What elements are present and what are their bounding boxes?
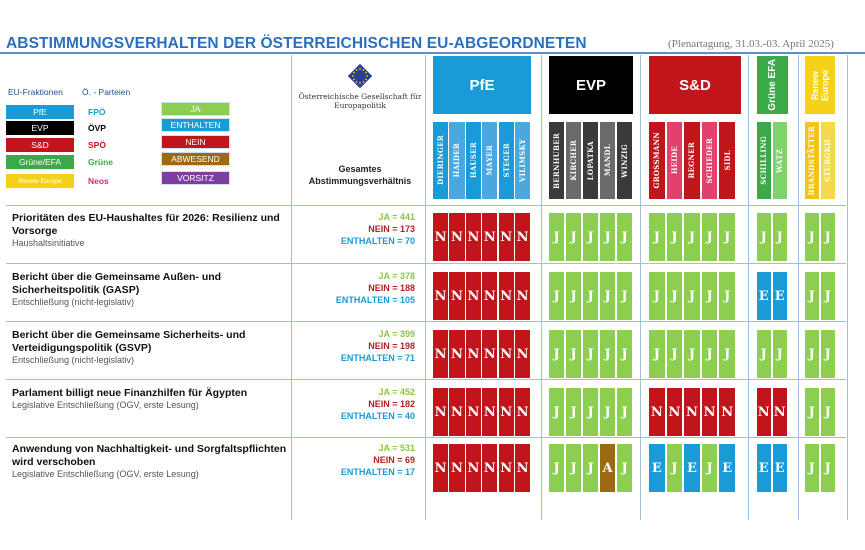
vote-cell: N xyxy=(466,213,481,261)
vote-cell: N xyxy=(466,388,481,436)
column-divider xyxy=(640,55,641,520)
vote-cell: N xyxy=(499,388,514,436)
vote-cell: N xyxy=(684,388,700,436)
group-header-label: Renew Europe xyxy=(810,69,830,101)
vote-cell: J xyxy=(667,330,683,378)
mep-name xyxy=(821,122,835,199)
vote-cell: J xyxy=(583,330,598,378)
legend-vote-1: JA xyxy=(161,102,230,116)
mep-name xyxy=(549,122,564,199)
vote-cell: N xyxy=(515,444,530,492)
vote-cell: J xyxy=(549,388,564,436)
legend-vote-2: ENTHALTEN xyxy=(161,118,230,132)
vote-cell: N xyxy=(433,388,448,436)
vote-cell: J xyxy=(583,272,598,320)
mep-name xyxy=(466,122,481,199)
group-header-4 xyxy=(757,56,788,114)
vote-cell: J xyxy=(549,444,564,492)
vote-title: Bericht über die Gemeinsame Außen- und Sicherheitspolitik (GASP) xyxy=(12,271,222,296)
organisation xyxy=(296,64,424,110)
vote-cell: J xyxy=(684,213,700,261)
vote-cell: J xyxy=(566,444,581,492)
vote-type: Entschließung (nicht-legislativ) xyxy=(12,355,135,365)
group-header-label: PfE xyxy=(469,76,495,94)
vote-type: Legislative Entschließung (OGV, erste Lesung) xyxy=(12,400,199,410)
vote-cell: J xyxy=(600,213,615,261)
vote-type: Entschließung (nicht-legislativ) xyxy=(12,297,135,307)
column-divider xyxy=(541,55,542,520)
vote-cell: N xyxy=(449,213,464,261)
group-header-2 xyxy=(549,56,633,114)
vote-cell: J xyxy=(719,213,735,261)
vote-cell: N xyxy=(482,330,497,378)
total-nein: NEIN = 188 xyxy=(368,283,415,293)
page-title: ABSTIMMUNGSVERHALTEN DER ÖSTERREICHISCHEN EU-ABGEORDNETEN xyxy=(6,35,587,52)
legend-vote-5: VORSITZ xyxy=(161,171,230,185)
vote-cell: N xyxy=(499,213,514,261)
total-nein: NEIN = 198 xyxy=(368,341,415,351)
mep-name-label: MANDL xyxy=(603,144,613,177)
vote-cell: E xyxy=(773,444,787,492)
vote-cell: J xyxy=(583,444,598,492)
vote-cell: J xyxy=(702,444,718,492)
vote-title: Anwendung von Nachhaltigkeit- und Sorgfaltspflichten wird verschoben xyxy=(12,443,287,468)
vote-cell: N xyxy=(773,388,787,436)
total-enthalten: ENTHALTEN = 70 xyxy=(340,236,415,246)
row-divider xyxy=(6,437,846,438)
vote-cell: J xyxy=(649,330,665,378)
vote-cell: J xyxy=(649,272,665,320)
total-ja: JA = 399 xyxy=(378,329,415,339)
vote-cell: N xyxy=(482,272,497,320)
total-enthalten: ENTHALTEN = 17 xyxy=(340,467,415,477)
mep-name-label: WINZIG xyxy=(620,143,630,178)
vote-cell: A xyxy=(600,444,615,492)
column-divider xyxy=(847,55,848,520)
total-nein: NEIN = 173 xyxy=(368,224,415,234)
vote-cell: J xyxy=(600,272,615,320)
mep-name-label: SCHIEDER xyxy=(705,137,715,184)
vote-cell: N xyxy=(482,213,497,261)
vote-cell: J xyxy=(702,272,718,320)
total-ja: JA = 378 xyxy=(378,271,415,281)
total-enthalten: ENTHALTEN = 71 xyxy=(340,353,415,363)
mep-name xyxy=(449,122,464,199)
vote-cell: N xyxy=(466,272,481,320)
mep-name-label: DIERINGER xyxy=(436,135,446,186)
vote-cell: J xyxy=(821,272,835,320)
vote-cell: N xyxy=(449,388,464,436)
vote-cell: J xyxy=(549,330,564,378)
vote-cell: J xyxy=(566,330,581,378)
session-date: (Plenartagung, 31.03.-03. April 2025) xyxy=(668,38,834,50)
mep-name xyxy=(433,122,448,199)
total-ja: JA = 452 xyxy=(378,387,415,397)
vote-cell: J xyxy=(600,388,615,436)
vote-cell: N xyxy=(702,388,718,436)
mep-name-label: HAUSER xyxy=(468,142,478,179)
mep-name xyxy=(499,122,514,199)
total-ja: JA = 441 xyxy=(378,212,415,222)
row-divider xyxy=(6,263,846,264)
mep-name-label: MAYER xyxy=(485,145,495,176)
mep-name-label: VILIMSKY xyxy=(518,139,528,182)
vote-cell: J xyxy=(773,213,787,261)
vote-cell: N xyxy=(719,388,735,436)
vote-cell: J xyxy=(617,272,632,320)
vote-cell: N xyxy=(433,213,448,261)
total-nein: NEIN = 182 xyxy=(368,399,415,409)
vote-cell: J xyxy=(805,388,819,436)
legend-vote-4: ABWESEND xyxy=(161,152,230,166)
mep-name-label: HAIDER xyxy=(452,143,462,178)
mep-name xyxy=(667,122,683,199)
mep-name xyxy=(773,122,787,199)
vote-cell: J xyxy=(617,444,632,492)
mep-name xyxy=(583,122,598,199)
vote-cell: J xyxy=(821,444,835,492)
mep-name-label: SCHILLING xyxy=(759,136,769,185)
row-divider xyxy=(6,321,846,322)
vote-cell: J xyxy=(617,330,632,378)
vote-type: Haushaltsinitiative xyxy=(12,238,85,248)
vote-cell: N xyxy=(667,388,683,436)
vote-cell: J xyxy=(667,213,683,261)
vote-cell: N xyxy=(499,330,514,378)
vote-cell: J xyxy=(821,388,835,436)
vote-cell: J xyxy=(667,444,683,492)
vote-cell: N xyxy=(466,330,481,378)
vote-cell: J xyxy=(821,213,835,261)
vote-cell: N xyxy=(449,444,464,492)
mep-name-label: SIDL xyxy=(722,150,732,171)
column-divider xyxy=(425,55,426,520)
vote-cell: J xyxy=(549,213,564,261)
organisation-name: Österreichische Gesellschaft für Europapolitik xyxy=(298,92,422,110)
vote-cell: J xyxy=(719,330,735,378)
legend-partei-1: FPÖ xyxy=(88,107,106,117)
legend-fraktion-4: Grüne/EFA xyxy=(6,155,74,169)
vote-cell: J xyxy=(702,330,718,378)
vote-cell: N xyxy=(449,272,464,320)
legend-fraktion-1: PfE xyxy=(6,105,74,119)
mep-name xyxy=(617,122,632,199)
vote-cell: N xyxy=(499,272,514,320)
legend-fraktion-3: S&D xyxy=(6,138,74,152)
row-divider xyxy=(6,205,846,206)
vote-cell: E xyxy=(719,444,735,492)
mep-name xyxy=(805,122,819,199)
vote-cell: N xyxy=(466,444,481,492)
vote-cell: E xyxy=(649,444,665,492)
vote-cell: E xyxy=(773,272,787,320)
group-header-label: S&D xyxy=(679,76,711,94)
group-header-5 xyxy=(805,56,835,114)
vote-cell: N xyxy=(499,444,514,492)
vote-cell: J xyxy=(566,213,581,261)
vote-title: Bericht über die Gemeinsame Sicherheits- und Verteidigungspolitik (GSVP) xyxy=(12,329,246,354)
vote-cell: J xyxy=(583,213,598,261)
legend-parteien-heading: Ö. - Parteien xyxy=(82,87,131,97)
vote-title: Parlament billigt neue Finanzhilfen für Ägypten xyxy=(12,387,248,399)
vote-cell: J xyxy=(821,330,835,378)
legend-fraktion-5: Renew Europe xyxy=(6,174,74,188)
legend-fraktionen-heading: EU-Fraktionen xyxy=(8,87,63,97)
mep-name xyxy=(684,122,700,199)
vote-cell: E xyxy=(684,444,700,492)
legend-vote-3: NEIN xyxy=(161,135,230,149)
total-enthalten: ENTHALTEN = 105 xyxy=(335,295,415,305)
group-header-1 xyxy=(433,56,531,114)
mep-name-label: KIRCHER xyxy=(569,140,579,181)
title-rule xyxy=(0,52,865,54)
eu-stars-icon xyxy=(348,64,372,88)
mep-name xyxy=(649,122,665,199)
legend-fraktion-2: EVP xyxy=(6,121,74,135)
vote-cell: J xyxy=(649,213,665,261)
vote-cell: J xyxy=(805,330,819,378)
mep-name-label: STEGER xyxy=(501,143,511,178)
legend-partei-4: Grüne xyxy=(88,157,114,167)
vote-cell: N xyxy=(433,330,448,378)
vote-cell: J xyxy=(757,213,771,261)
vote-cell: J xyxy=(583,388,598,436)
group-header-label: EVP xyxy=(575,76,606,94)
legend-partei-3: SPÖ xyxy=(88,140,106,150)
mep-name-label: HEIDE xyxy=(669,146,679,175)
mep-name-label: STÜRGKH xyxy=(823,139,833,182)
group-header-3 xyxy=(649,56,741,114)
vote-cell: J xyxy=(773,330,787,378)
legend-partei-2: ÖVP xyxy=(88,123,106,133)
vote-cell: N xyxy=(757,388,771,436)
vote-cell: N xyxy=(433,444,448,492)
total-enthalten: ENTHALTEN = 40 xyxy=(340,411,415,421)
total-heading: Gesamtes Abstimmungsverhältnis xyxy=(308,164,412,186)
vote-cell: N xyxy=(482,388,497,436)
mep-name-label: GROSSMANN xyxy=(652,132,662,189)
mep-name xyxy=(600,122,615,199)
vote-cell: N xyxy=(515,213,530,261)
column-divider xyxy=(748,55,749,520)
vote-cell: N xyxy=(649,388,665,436)
row-divider xyxy=(6,379,846,380)
vote-cell: E xyxy=(757,444,771,492)
vote-cell: J xyxy=(757,330,771,378)
mep-name-label: REGNER xyxy=(687,142,697,179)
mep-name-label: WATZ xyxy=(775,148,785,173)
mep-name xyxy=(515,122,530,199)
vote-cell: J xyxy=(566,272,581,320)
mep-name xyxy=(482,122,497,199)
vote-cell: J xyxy=(549,272,564,320)
vote-cell: J xyxy=(702,213,718,261)
vote-cell: N xyxy=(433,272,448,320)
group-header-label: Grüne EFA xyxy=(767,59,778,111)
vote-cell: J xyxy=(684,330,700,378)
mep-name xyxy=(702,122,718,199)
column-divider xyxy=(798,55,799,520)
vote-cell: J xyxy=(805,213,819,261)
total-ja: JA = 531 xyxy=(378,443,415,453)
mep-name-label: LOPATKA xyxy=(586,140,596,181)
vote-cell: J xyxy=(617,213,632,261)
mep-name-label: BRANDSTÄTTER xyxy=(807,125,817,196)
vote-cell: N xyxy=(449,330,464,378)
vote-type: Legislative Entschließung (OGV, erste Lesung) xyxy=(12,469,199,479)
vote-cell: J xyxy=(805,272,819,320)
mep-name-label: BERNHUBER xyxy=(552,132,562,189)
vote-cell: N xyxy=(515,272,530,320)
vote-title: Prioritäten des EU-Haushaltes für 2026: Resilienz und Vorsorge xyxy=(12,212,280,237)
vote-cell: J xyxy=(617,388,632,436)
vote-cell: J xyxy=(719,272,735,320)
mep-name xyxy=(757,122,771,199)
mep-name xyxy=(719,122,735,199)
vote-cell: J xyxy=(600,330,615,378)
vote-cell: J xyxy=(805,444,819,492)
mep-name xyxy=(566,122,581,199)
vote-cell: J xyxy=(566,388,581,436)
vote-cell: J xyxy=(667,272,683,320)
vote-cell: E xyxy=(757,272,771,320)
vote-cell: N xyxy=(515,388,530,436)
vote-cell: N xyxy=(482,444,497,492)
vote-cell: J xyxy=(684,272,700,320)
total-nein: NEIN = 69 xyxy=(373,455,415,465)
vote-cell: N xyxy=(515,330,530,378)
legend-partei-5: Neos xyxy=(88,176,109,186)
